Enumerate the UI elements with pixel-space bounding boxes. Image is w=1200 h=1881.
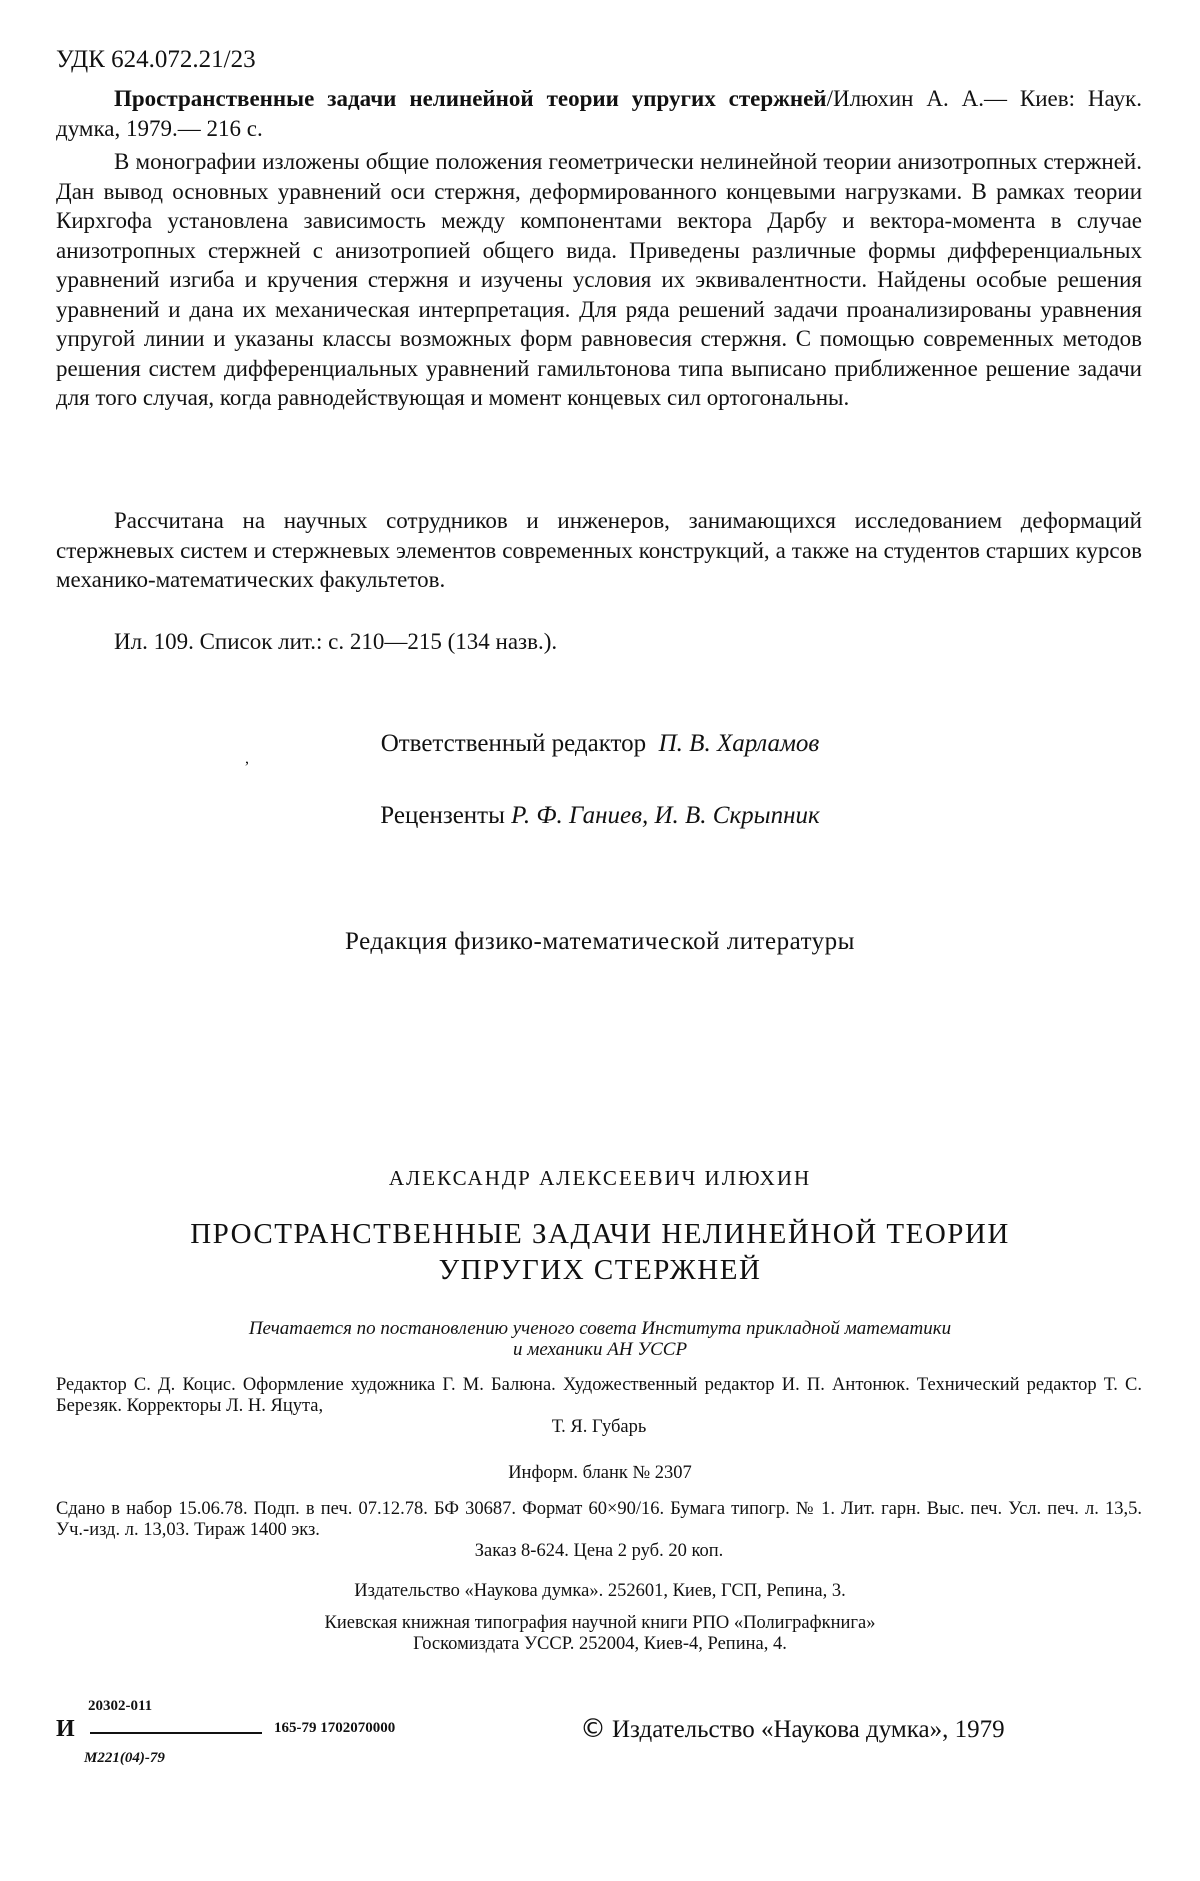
illustrations-references-note: Ил. 109. Список лит.: с. 210—215 (134 назв.). xyxy=(114,629,558,654)
production-credits-main: Редактор С. Д. Коцис. Оформление художника Г. М. Балюна. Художественный редактор И. П. Антонюк. Технический редактор Т. С. Березяк. Корректоры Л. Н. Яцута, xyxy=(56,1375,1142,1416)
audience-paragraph: Рассчитана на научных сотрудников и инженеров, занимающихся исследованием деформаций стержневых систем и стержневых элементов современных конструкций, а также на студентов старших курсов механико-математических факультетов. xyxy=(56,508,1142,592)
reviewers xyxy=(0,802,1200,830)
book-title xyxy=(0,1216,1200,1288)
editorial-division: Редакция физико-математической литературы xyxy=(345,928,855,955)
reviewers-label: Рецензенты xyxy=(380,802,505,829)
catalog-code-denominator: М221(04)-79 xyxy=(84,1750,165,1766)
catalog-code-number: 165-79 1702070000 xyxy=(274,1720,396,1736)
reviewers-names: Р. Ф. Ганиев, И. В. Скрыпник xyxy=(511,802,820,829)
bibliographic-entry xyxy=(56,84,1142,143)
printing-details xyxy=(56,1499,1142,1562)
responsible-editor-name: П. В. Харламов xyxy=(658,730,820,757)
printing-house-line-1: Киевская книжная типография научной книги РПО «Полиграфкнига» xyxy=(324,1613,876,1633)
bibliographic-title: Пространственные задачи нелинейной теории упругих стержней xyxy=(114,86,827,111)
catalog-code-numerator: 20302-011 xyxy=(88,1698,153,1714)
copyright-notice xyxy=(580,1714,1005,1744)
copyright-text: Издательство «Наукова думка», 1979 xyxy=(612,1716,1005,1743)
book-title-line-2: УПРУГИХ СТЕРЖНЕЙ xyxy=(438,1254,762,1286)
udk-code: УДК 624.072.21/23 xyxy=(56,46,256,73)
responsible-editor-label: Ответственный редактор xyxy=(380,730,647,757)
printing-authorization-line-1: Печатается по постановлению ученого совета Института прикладной математики xyxy=(248,1318,952,1339)
publisher-address: Издательство «Наукова думка». 252601, Киев, ГСП, Репина, 3. xyxy=(354,1581,846,1601)
printing-authorization-line-2: и механики АН УССР xyxy=(512,1339,688,1360)
printing-house xyxy=(0,1613,1200,1655)
copyright-icon: © xyxy=(580,1714,606,1744)
information-blank: Информ. бланк № 2307 xyxy=(508,1463,692,1483)
stray-mark: , xyxy=(245,750,249,767)
catalog-code-fraction-line xyxy=(90,1732,262,1734)
abstract-paragraph: В монографии изложены общие положения геометрически нелинейной теории анизотропных стержней. Дан вывод основных уравнений оси стержня, деформированного концевыми нагрузками. В рамках теории Кирхгофа установлена зависимость между компонентами вектора Дарбу и вектора-момента в случае анизотропных стержней с анизотропией общего вида. Приведены различные формы дифференциальных уравнений изгиба и кручения стержня и изучены условия их эквивалентности. Найдены особые решения уравнений и дана их механическая интерпретация. Для ряда решений задачи проанализированы уравнения упругой линии и указаны классы возможных форм равновесия стержня. С помощью современных методов решения систем дифференциальных уравнений гамильтонова типа выписано приближенное решение задачи для того случая, когда равнодействующая и момент концевых сил ортогональны. xyxy=(56,149,1142,410)
production-credits-last: Т. Я. Губарь xyxy=(551,1417,647,1437)
responsible-editor xyxy=(0,730,1200,758)
book-title-line-1: ПРОСТРАНСТВЕННЫЕ ЗАДАЧИ НЕЛИНЕЙНОЙ ТЕОРИИ xyxy=(190,1218,1010,1250)
printing-details-main: Сдано в набор 15.06.78. Подп. в печ. 07.12.78. БФ 30687. Формат 60×90/16. Бумага типогр. № 1. Лит. гарн. Выс. печ. Усл. печ. л. 13,5. Уч.-изд. л. 13,03. Тираж 1400 экз. xyxy=(56,1499,1142,1540)
printing-authorization xyxy=(0,1318,1200,1360)
production-credits xyxy=(56,1375,1142,1438)
printing-house-line-2: Госкомиздата УССР. 252004, Киев-4, Репина, 4. xyxy=(413,1634,787,1654)
catalog-code-letter: И xyxy=(56,1716,75,1742)
printing-details-last: Заказ 8-624. Цена 2 руб. 20 коп. xyxy=(474,1541,724,1561)
author-name: АЛЕКСАНДР АЛЕКСЕЕВИЧ ИЛЮХИН xyxy=(388,1166,812,1190)
bibliographic-details: /Илюхин А. А.— Киев: Наук. думка, 1979.— 216 с. xyxy=(56,86,1143,141)
